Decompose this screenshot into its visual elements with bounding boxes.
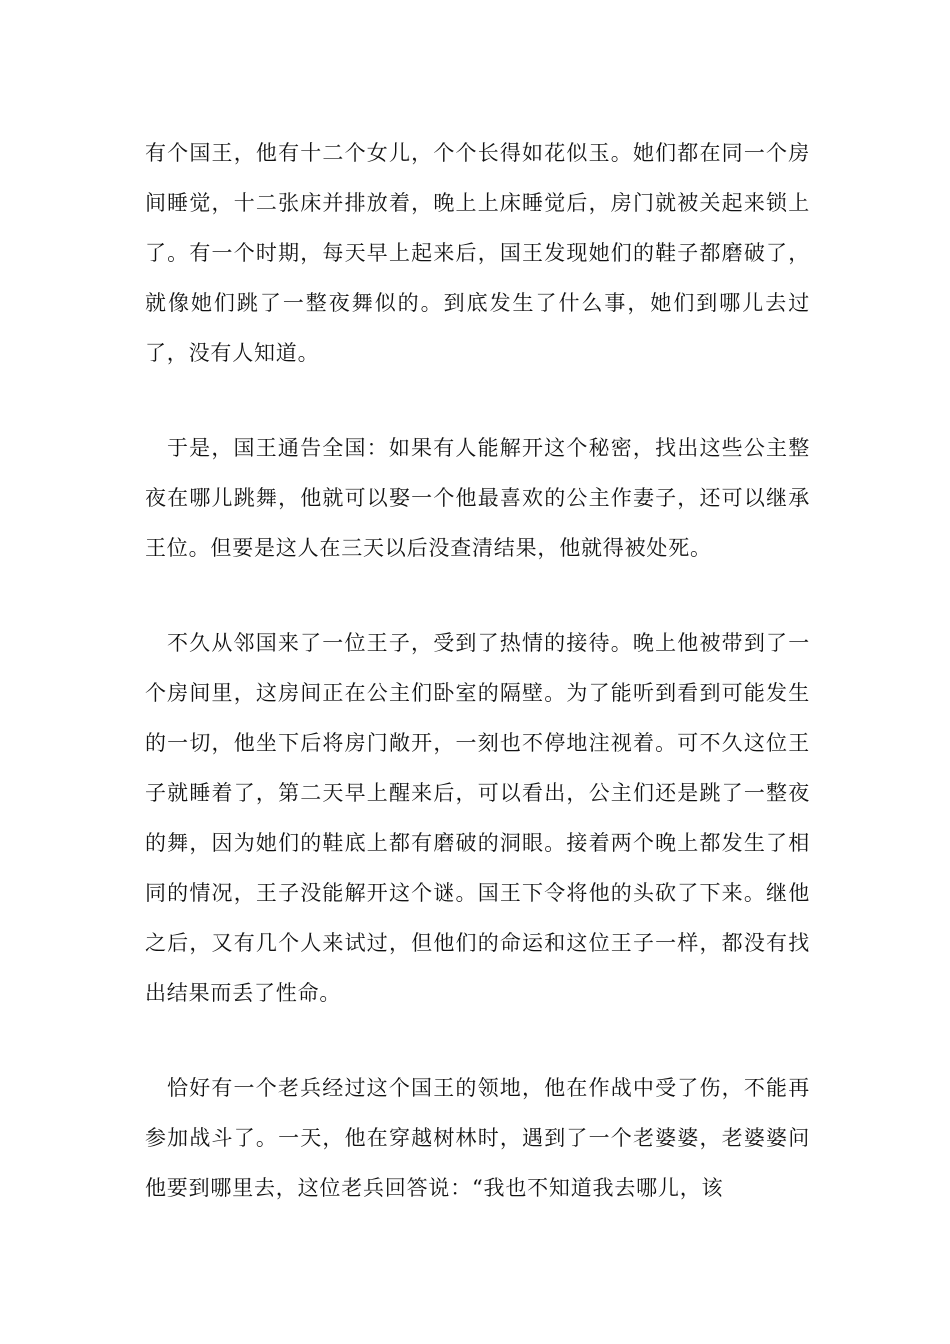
document-page [145,128,810,1213]
paragraph-2: 于是，国王通告全国：如果有人能解开这个秘密，找出这些公主整夜在哪儿跳舞，他就可以娶一个他最喜欢的公主作妻子，还可以继承王位。但要是这人在三天以后没查清结果，他就得被处死。 [145,436,810,560]
paragraph-4: 恰好有一个老兵经过这个国王的领地，他在作战中受了伤，不能再参加战斗了。一天，他在穿越树林时，遇到了一个老婆婆，老婆婆问他要到哪里去，这位老兵回答说：“我也不知道我去哪儿，该 [145,1076,810,1200]
paragraph-3: 不久从邻国来了一位王子，受到了热情的接待。晚上他被带到了一个房间里，这房间正在公主们卧室的隔壁。为了能听到看到可能发生的一切，他坐下后将房门敞开，一刻也不停地注视着。可不久这位王子就睡着了，第二天早上醒来后，可以看出，公主们还是跳了一整夜的舞，因为她们的鞋底上都有磨破的洞眼。接着两个晚上都发生了相同的情况，王子没能解开这个谜。国王下令将他的头砍了下来。继他之后，又有几个人来试过，但他们的命运和这位王子一样，都没有找出结果而丢了性命。 [145,631,810,1005]
paragraph-1: 有个国王，他有十二个女儿，个个长得如花似玉。她们都在同一个房间睡觉，十二张床并排放着，晚上上床睡觉后，房门就被关起来锁上了。有一个时期，每天早上起来后，国王发现她们的鞋子都磨破了，就像她们跳了一整夜舞似的。到底发生了什么事，她们到哪儿去过了，没有人知道。 [145,141,810,365]
